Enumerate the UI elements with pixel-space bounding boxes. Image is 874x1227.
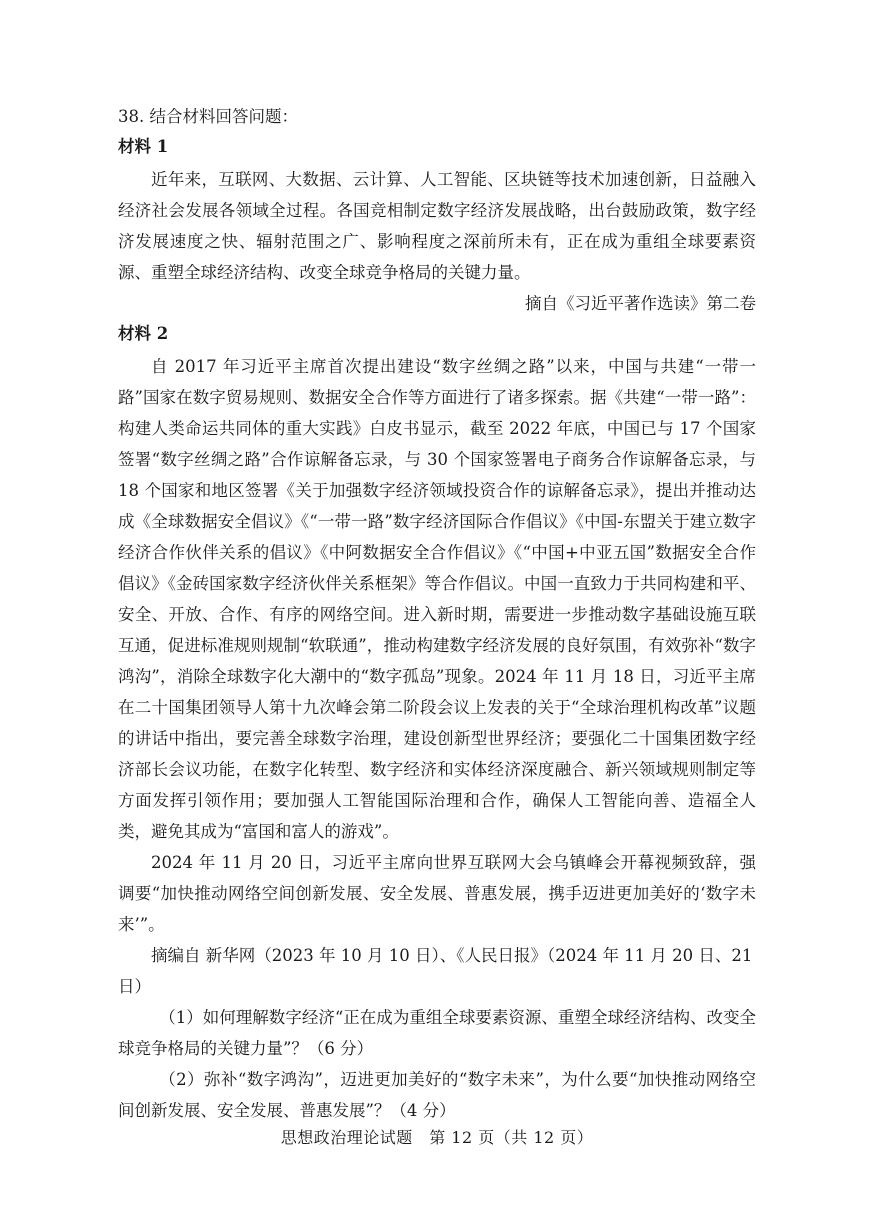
material-2-label: 材料 2 [118, 324, 169, 343]
material-1-paragraph: 近年来，互联网、大数据、云计算、人工智能、区块链等技术加速创新，日益融入经济社会发展各领域全过程。各国竞相制定数字经济发展战略，出台鼓励政策，数字经济发展速度之快、辐射范围之广、影响程度之深前所未有，正在成为重组全球要素资源、重塑全球经济结构、改变全球竞争格局的关键力量。 [118, 170, 756, 282]
page-footer: 思想政治理论试题 第 12 页（共 12 页） [280, 1128, 594, 1147]
material-1-source: 摘自《习近平著作选读》第二卷 [525, 294, 756, 313]
question-title: 38. 结合材料回答问题： [118, 107, 298, 126]
material-1-label: 材料 1 [118, 137, 169, 156]
page-content [118, 104, 756, 1126]
sub-question-1: （1）如何理解数字经济“正在成为重组全球要素资源、重塑全球经济结构、改变全球竞争格局的关键力量”？（6 分） [118, 1008, 756, 1058]
material-2-source: 摘编自 新华网（2023 年 10 月 10 日）、《人民日报》（2024 年 11 月 20 日、21 日） [118, 946, 753, 996]
sub-question-2: （2）弥补“数字鸿沟”，迈进更加美好的“数字未来”，为什么要“加快推动网络空间创新发展、安全发展、普惠发展”？（4 分） [118, 1070, 756, 1120]
material-2-paragraph-2: 2024 年 11 月 20 日，习近平主席向世界互联网大会乌镇峰会开幕视频致辞，强调要“加快推动网络空间创新发展、安全发展、普惠发展，携手迈进更加美好的‘数字未来’”。 [118, 853, 756, 934]
material-2-paragraph-1: 自 2017 年习近平主席首次提出建设“数字丝绸之路”以来，中国与共建“一带一路”国家在数字贸易规则、数据安全合作等方面进行了诸多探索。据《共建“一带一路”：构建人类命运共同体的重大实践》白皮书显示，截至 2022 年底，中国已与 17 个国家签署“数字丝绸之路”合作谅解备忘录，与 30 个国家签署电子商务合作谅解备忘录，与 18 个国家和地区签署《关于加强数字经济领域投资合作的谅解备忘录》，提出并推动达成《全球数据安全倡议》《“一带一路”数字经济国际合作倡议》《中国-东盟关于建立数字经济合作伙伴关系的倡议》《中阿数据安全合作倡议》《“中国+中亚五国”数据安全合作倡议》《金砖国家数字经济伙伴关系框架》等合作倡议。中国一直致力于共同构建和平、安全、开放、合作、有序的网络空间。进入新时期，需要进一步推动数字基础设施互联互通，促进标准规则规制“软联通”，推动构建数字经济发展的良好氛围，有效弥补“数字鸿沟”，消除全球数字化大潮中的“数字孤岛”现象。2024 年 11 月 18 日，习近平主席在二十国集团领导人第十九次峰会第二阶段会议上发表的关于“全球治理机构改革”议题的讲话中指出，要完善全球数字治理，建设创新型世界经济；要强化二十国集团数字经济部长会议功能，在数字化转型、数字经济和实体经济深度融合、新兴领域规则制定等方面发挥引领作用；要加强人工智能国际治理和合作，确保人工智能向善、造福全人类，避免其成为“富国和富人的游戏”。 [118, 357, 756, 841]
